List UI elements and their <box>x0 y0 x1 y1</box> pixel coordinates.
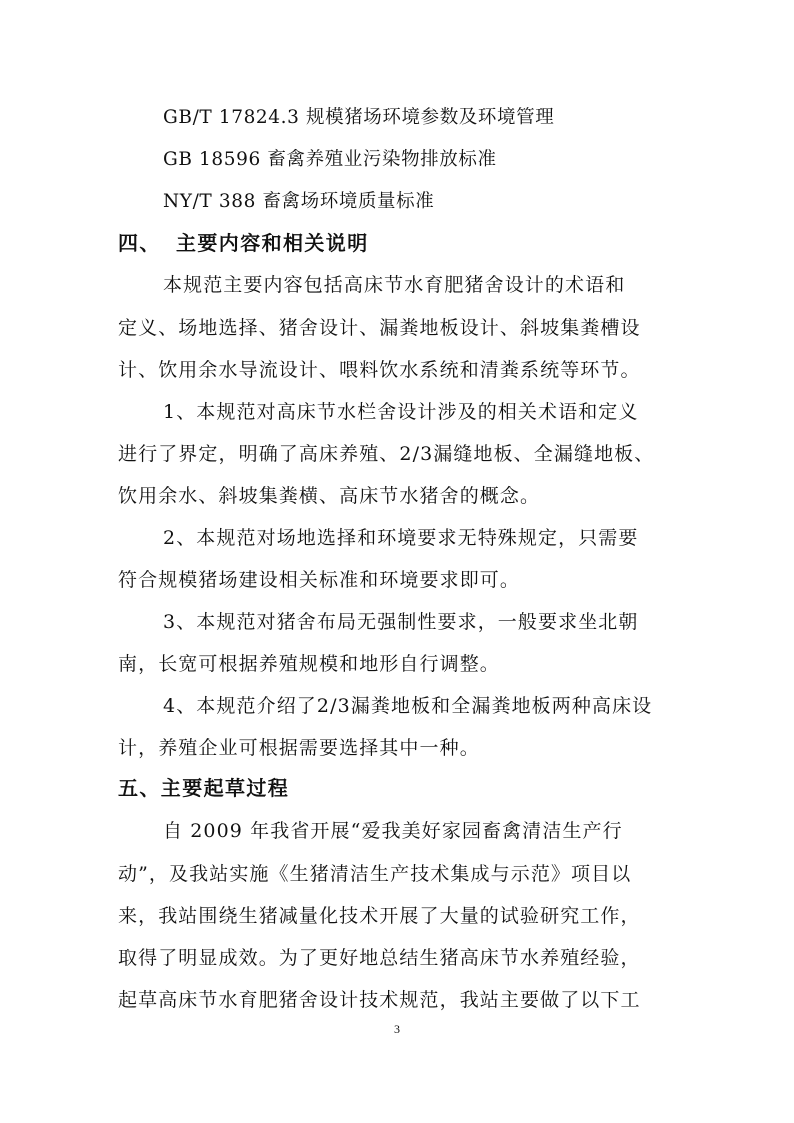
paragraph-line: 2、本规范对场地选择和环境要求无特殊规定，只需要 <box>163 527 639 549</box>
reference-line: GB/T 17824.3 规模猪场环境参数及环境管理 <box>163 107 555 128</box>
paragraph-line: 本规范主要内容包括高床节水育肥猪舍设计的术语和 <box>163 274 626 296</box>
paragraph-line: 起草高床节水育肥猪舍设计技术规范，我站主要做了以下工 <box>118 989 641 1011</box>
reference-line: GB 18596 畜禽养殖业污染物排放标准 <box>163 149 497 170</box>
paragraph-line: 计，养殖企业可根据需要选择其中一种。 <box>118 737 480 759</box>
paragraph-line: 4、本规范介绍了2/3漏粪地板和全漏粪地板两种高床设 <box>163 695 653 717</box>
paragraph-line: 符合规模猪场建设相关标准和环境要求即可。 <box>118 569 521 591</box>
section-title: 主要内容和相关说明 <box>176 231 369 255</box>
paragraph-line: 1、本规范对高床节水栏舍设计涉及的相关术语和定义 <box>163 401 639 423</box>
section-number: 四、 <box>118 231 161 255</box>
paragraph-line: 动”，及我站实施《生猪清洁生产技术集成与示范》项目以 <box>118 863 632 885</box>
paragraph-line: 饮用余水、斜坡集粪横、高床节水猪舍的概念。 <box>118 485 541 507</box>
paragraph-line: 自 2009 年我省开展“爱我美好家园畜禽清洁生产行 <box>163 820 623 842</box>
paragraph-line: 3、本规范对猪舍布局无强制性要求，一般要求坐北朝 <box>163 611 639 633</box>
paragraph-line: 计、饮用余水导流设计、喂料饮水系统和清粪系统等环节。 <box>118 359 641 381</box>
paragraph-line: 南，长宽可根据养殖规模和地形自行调整。 <box>118 653 500 675</box>
paragraph-line: 进行了界定，明确了高床养殖、2/3漏缝地板、全漏缝地板、 <box>118 443 655 465</box>
section-heading-5: 五、主要起草过程 <box>118 776 290 800</box>
page-number: 3 <box>394 1022 400 1036</box>
reference-line: NY/T 388 畜禽场环境质量标准 <box>163 191 435 212</box>
section-heading-4 <box>118 230 678 256</box>
paragraph-line: 定义、场地选择、猪舍设计、漏粪地板设计、斜坡集粪槽设 <box>118 317 641 339</box>
paragraph-line: 来，我站围绕生猪减量化技术开展了大量的试验研究工作， <box>118 905 641 927</box>
paragraph-line: 取得了明显成效。为了更好地总结生猪高床节水养殖经验， <box>118 947 641 969</box>
